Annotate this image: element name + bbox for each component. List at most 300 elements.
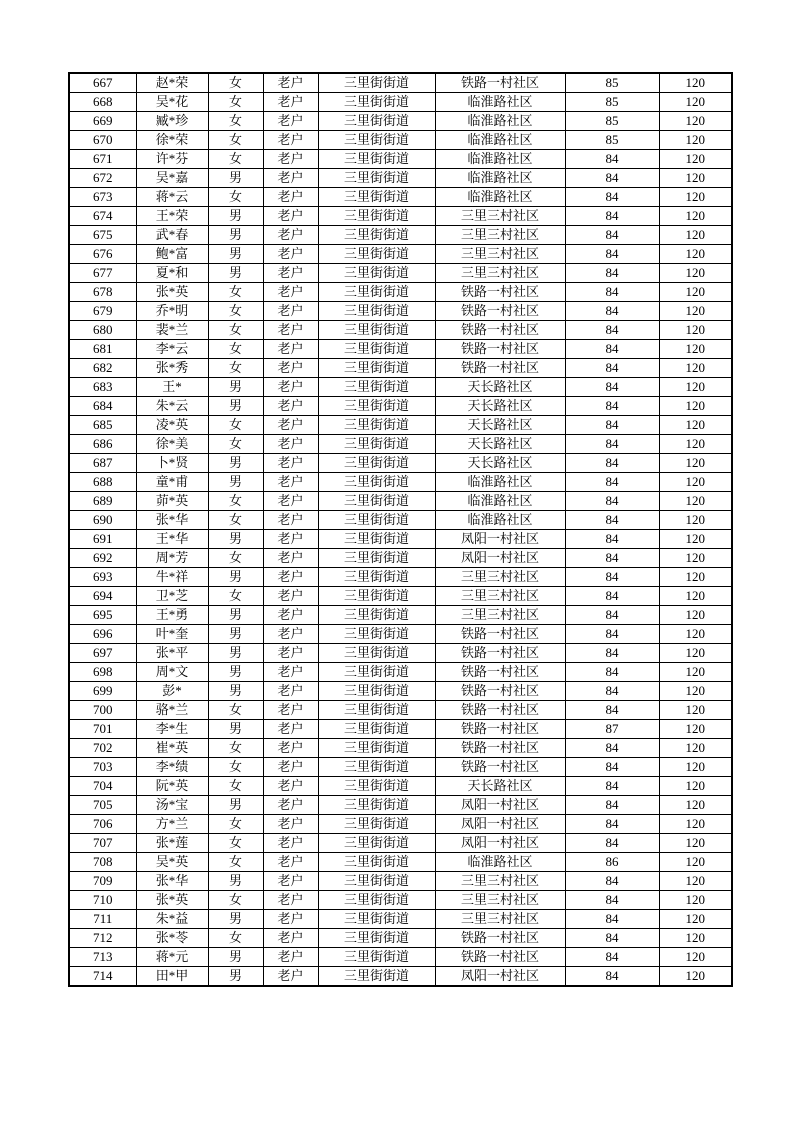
cell-amount: 120 [659, 321, 732, 340]
cell-street: 三里街街道 [318, 359, 435, 378]
table-row [69, 131, 732, 150]
cell-household: 老户 [263, 682, 318, 701]
cell-gender: 女 [208, 701, 263, 720]
cell-household: 老户 [263, 511, 318, 530]
table-row [69, 226, 732, 245]
cell-community: 铁路一村社区 [435, 644, 565, 663]
table-row [69, 169, 732, 188]
cell-amount: 120 [659, 815, 732, 834]
cell-household: 老户 [263, 359, 318, 378]
cell-street: 三里街街道 [318, 663, 435, 682]
cell-amount: 120 [659, 416, 732, 435]
cell-gender: 男 [208, 682, 263, 701]
cell-household: 老户 [263, 606, 318, 625]
cell-seq: 675 [69, 226, 136, 245]
cell-gender: 男 [208, 796, 263, 815]
cell-household: 老户 [263, 587, 318, 606]
cell-community: 天长路社区 [435, 435, 565, 454]
cell-community: 铁路一村社区 [435, 340, 565, 359]
cell-name: 李*云 [136, 340, 208, 359]
cell-gender: 女 [208, 929, 263, 948]
table-row [69, 587, 732, 606]
cell-age: 84 [565, 644, 659, 663]
cell-amount: 120 [659, 549, 732, 568]
table-row [69, 625, 732, 644]
cell-household: 老户 [263, 283, 318, 302]
cell-household: 老户 [263, 131, 318, 150]
cell-community: 铁路一村社区 [435, 73, 565, 93]
cell-seq: 684 [69, 397, 136, 416]
cell-household: 老户 [263, 454, 318, 473]
cell-name: 鲍*富 [136, 245, 208, 264]
cell-age: 84 [565, 226, 659, 245]
cell-name: 许*芬 [136, 150, 208, 169]
cell-street: 三里街街道 [318, 226, 435, 245]
cell-seq: 671 [69, 150, 136, 169]
cell-seq: 697 [69, 644, 136, 663]
table-row [69, 359, 732, 378]
cell-gender: 女 [208, 739, 263, 758]
table-row [69, 454, 732, 473]
cell-age: 84 [565, 435, 659, 454]
cell-household: 老户 [263, 530, 318, 549]
cell-seq: 668 [69, 93, 136, 112]
cell-seq: 712 [69, 929, 136, 948]
cell-household: 老户 [263, 378, 318, 397]
cell-amount: 120 [659, 207, 732, 226]
cell-gender: 女 [208, 321, 263, 340]
cell-amount: 120 [659, 530, 732, 549]
cell-seq: 683 [69, 378, 136, 397]
cell-gender: 女 [208, 416, 263, 435]
cell-age: 86 [565, 853, 659, 872]
cell-name: 张*秀 [136, 359, 208, 378]
cell-household: 老户 [263, 948, 318, 967]
cell-gender: 女 [208, 815, 263, 834]
table-row [69, 872, 732, 891]
cell-community: 铁路一村社区 [435, 321, 565, 340]
cell-name: 武*春 [136, 226, 208, 245]
cell-street: 三里街街道 [318, 283, 435, 302]
cell-amount: 120 [659, 378, 732, 397]
cell-gender: 男 [208, 606, 263, 625]
cell-seq: 681 [69, 340, 136, 359]
table-row [69, 701, 732, 720]
cell-street: 三里街街道 [318, 416, 435, 435]
cell-name: 王*勇 [136, 606, 208, 625]
cell-age: 85 [565, 93, 659, 112]
table-row [69, 93, 732, 112]
cell-household: 老户 [263, 169, 318, 188]
cell-seq: 692 [69, 549, 136, 568]
cell-household: 老户 [263, 188, 318, 207]
table-row [69, 511, 732, 530]
cell-community: 铁路一村社区 [435, 283, 565, 302]
cell-amount: 120 [659, 891, 732, 910]
cell-amount: 120 [659, 948, 732, 967]
cell-name: 张*华 [136, 511, 208, 530]
cell-street: 三里街街道 [318, 321, 435, 340]
cell-gender: 男 [208, 948, 263, 967]
cell-amount: 120 [659, 359, 732, 378]
cell-community: 铁路一村社区 [435, 625, 565, 644]
cell-name: 方*兰 [136, 815, 208, 834]
cell-seq: 673 [69, 188, 136, 207]
cell-community: 铁路一村社区 [435, 929, 565, 948]
cell-name: 蒋*云 [136, 188, 208, 207]
cell-seq: 687 [69, 454, 136, 473]
cell-community: 临淮路社区 [435, 169, 565, 188]
cell-household: 老户 [263, 872, 318, 891]
cell-household: 老户 [263, 663, 318, 682]
cell-community: 临淮路社区 [435, 188, 565, 207]
cell-gender: 女 [208, 73, 263, 93]
cell-gender: 女 [208, 93, 263, 112]
cell-street: 三里街街道 [318, 720, 435, 739]
cell-age: 84 [565, 530, 659, 549]
cell-name: 徐*美 [136, 435, 208, 454]
cell-community: 凤阳一村社区 [435, 530, 565, 549]
cell-name: 张*华 [136, 872, 208, 891]
cell-household: 老户 [263, 720, 318, 739]
cell-community: 铁路一村社区 [435, 720, 565, 739]
cell-street: 三里街街道 [318, 625, 435, 644]
cell-age: 84 [565, 188, 659, 207]
cell-seq: 685 [69, 416, 136, 435]
cell-community: 天长路社区 [435, 777, 565, 796]
cell-community: 三里三村社区 [435, 587, 565, 606]
cell-community: 铁路一村社区 [435, 682, 565, 701]
cell-name: 张*苓 [136, 929, 208, 948]
cell-street: 三里街街道 [318, 815, 435, 834]
table-row [69, 606, 732, 625]
cell-age: 84 [565, 834, 659, 853]
cell-name: 朱*益 [136, 910, 208, 929]
cell-age: 84 [565, 416, 659, 435]
cell-seq: 676 [69, 245, 136, 264]
cell-community: 铁路一村社区 [435, 359, 565, 378]
cell-gender: 女 [208, 777, 263, 796]
cell-amount: 120 [659, 606, 732, 625]
cell-gender: 女 [208, 492, 263, 511]
cell-gender: 女 [208, 188, 263, 207]
cell-age: 84 [565, 625, 659, 644]
cell-amount: 120 [659, 682, 732, 701]
cell-gender: 男 [208, 454, 263, 473]
cell-age: 84 [565, 454, 659, 473]
cell-seq: 704 [69, 777, 136, 796]
table-row [69, 492, 732, 511]
cell-amount: 120 [659, 663, 732, 682]
table-row [69, 73, 732, 93]
cell-amount: 120 [659, 492, 732, 511]
cell-street: 三里街街道 [318, 340, 435, 359]
cell-seq: 688 [69, 473, 136, 492]
cell-household: 老户 [263, 568, 318, 587]
cell-street: 三里街街道 [318, 454, 435, 473]
cell-household: 老户 [263, 796, 318, 815]
cell-gender: 女 [208, 853, 263, 872]
cell-amount: 120 [659, 720, 732, 739]
cell-name: 赵*荣 [136, 73, 208, 93]
cell-seq: 707 [69, 834, 136, 853]
cell-community: 三里三村社区 [435, 606, 565, 625]
cell-seq: 680 [69, 321, 136, 340]
cell-amount: 120 [659, 131, 732, 150]
cell-gender: 男 [208, 568, 263, 587]
table-row [69, 967, 732, 987]
cell-street: 三里街街道 [318, 834, 435, 853]
table-row [69, 473, 732, 492]
cell-street: 三里街街道 [318, 378, 435, 397]
cell-community: 三里三村社区 [435, 226, 565, 245]
cell-community: 三里三村社区 [435, 891, 565, 910]
cell-amount: 120 [659, 777, 732, 796]
cell-seq: 669 [69, 112, 136, 131]
cell-amount: 120 [659, 853, 732, 872]
cell-street: 三里街街道 [318, 796, 435, 815]
cell-gender: 男 [208, 910, 263, 929]
cell-street: 三里街街道 [318, 73, 435, 93]
cell-name: 卫*芝 [136, 587, 208, 606]
cell-age: 84 [565, 568, 659, 587]
table-row [69, 758, 732, 777]
cell-street: 三里街街道 [318, 435, 435, 454]
cell-age: 84 [565, 511, 659, 530]
cell-seq: 713 [69, 948, 136, 967]
cell-seq: 690 [69, 511, 136, 530]
cell-age: 84 [565, 682, 659, 701]
cell-age: 84 [565, 245, 659, 264]
cell-seq: 709 [69, 872, 136, 891]
cell-name: 周*文 [136, 663, 208, 682]
cell-household: 老户 [263, 967, 318, 987]
table-row [69, 245, 732, 264]
table-row [69, 644, 732, 663]
cell-community: 凤阳一村社区 [435, 815, 565, 834]
cell-name: 茆*英 [136, 492, 208, 511]
cell-gender: 女 [208, 359, 263, 378]
table-row [69, 378, 732, 397]
cell-amount: 120 [659, 511, 732, 530]
cell-street: 三里街街道 [318, 530, 435, 549]
cell-name: 张*英 [136, 891, 208, 910]
cell-age: 84 [565, 302, 659, 321]
cell-seq: 702 [69, 739, 136, 758]
table-row [69, 283, 732, 302]
cell-household: 老户 [263, 701, 318, 720]
cell-household: 老户 [263, 207, 318, 226]
cell-name: 吴*英 [136, 853, 208, 872]
cell-name: 李*绩 [136, 758, 208, 777]
cell-community: 天长路社区 [435, 454, 565, 473]
cell-street: 三里街街道 [318, 169, 435, 188]
cell-gender: 男 [208, 169, 263, 188]
cell-name: 张*英 [136, 283, 208, 302]
cell-gender: 男 [208, 207, 263, 226]
cell-household: 老户 [263, 397, 318, 416]
cell-name: 骆*兰 [136, 701, 208, 720]
table-row [69, 663, 732, 682]
cell-age: 84 [565, 948, 659, 967]
cell-gender: 女 [208, 112, 263, 131]
cell-community: 凤阳一村社区 [435, 549, 565, 568]
cell-age: 84 [565, 169, 659, 188]
cell-seq: 708 [69, 853, 136, 872]
cell-street: 三里街街道 [318, 511, 435, 530]
cell-household: 老户 [263, 549, 318, 568]
cell-community: 临淮路社区 [435, 131, 565, 150]
cell-community: 凤阳一村社区 [435, 967, 565, 987]
cell-gender: 男 [208, 644, 263, 663]
cell-street: 三里街街道 [318, 264, 435, 283]
table-row [69, 188, 732, 207]
cell-age: 84 [565, 739, 659, 758]
cell-street: 三里街街道 [318, 891, 435, 910]
cell-name: 叶*奎 [136, 625, 208, 644]
cell-amount: 120 [659, 739, 732, 758]
cell-gender: 女 [208, 302, 263, 321]
cell-seq: 714 [69, 967, 136, 987]
cell-name: 童*甫 [136, 473, 208, 492]
cell-amount: 120 [659, 967, 732, 987]
cell-seq: 698 [69, 663, 136, 682]
cell-community: 三里三村社区 [435, 245, 565, 264]
table-row [69, 910, 732, 929]
table-row [69, 948, 732, 967]
cell-street: 三里街街道 [318, 701, 435, 720]
cell-street: 三里街街道 [318, 112, 435, 131]
cell-gender: 男 [208, 720, 263, 739]
cell-gender: 男 [208, 663, 263, 682]
cell-seq: 677 [69, 264, 136, 283]
cell-age: 84 [565, 606, 659, 625]
table-row [69, 815, 732, 834]
cell-seq: 710 [69, 891, 136, 910]
cell-seq: 711 [69, 910, 136, 929]
cell-gender: 女 [208, 131, 263, 150]
table-row [69, 682, 732, 701]
table-row [69, 891, 732, 910]
cell-community: 三里三村社区 [435, 910, 565, 929]
cell-amount: 120 [659, 150, 732, 169]
cell-age: 84 [565, 492, 659, 511]
cell-age: 84 [565, 150, 659, 169]
cell-amount: 120 [659, 568, 732, 587]
cell-gender: 女 [208, 758, 263, 777]
table-row [69, 340, 732, 359]
cell-street: 三里街街道 [318, 682, 435, 701]
cell-seq: 700 [69, 701, 136, 720]
cell-community: 凤阳一村社区 [435, 834, 565, 853]
cell-community: 临淮路社区 [435, 853, 565, 872]
cell-street: 三里街街道 [318, 473, 435, 492]
cell-age: 85 [565, 131, 659, 150]
cell-age: 84 [565, 929, 659, 948]
cell-household: 老户 [263, 226, 318, 245]
cell-amount: 120 [659, 910, 732, 929]
cell-seq: 699 [69, 682, 136, 701]
cell-seq: 705 [69, 796, 136, 815]
cell-seq: 670 [69, 131, 136, 150]
cell-amount: 120 [659, 473, 732, 492]
cell-community: 天长路社区 [435, 397, 565, 416]
cell-community: 铁路一村社区 [435, 758, 565, 777]
cell-street: 三里街街道 [318, 758, 435, 777]
cell-seq: 679 [69, 302, 136, 321]
cell-seq: 682 [69, 359, 136, 378]
cell-age: 87 [565, 720, 659, 739]
cell-age: 84 [565, 359, 659, 378]
cell-seq: 695 [69, 606, 136, 625]
cell-street: 三里街街道 [318, 967, 435, 987]
cell-gender: 女 [208, 834, 263, 853]
cell-seq: 689 [69, 492, 136, 511]
cell-gender: 男 [208, 245, 263, 264]
cell-community: 天长路社区 [435, 416, 565, 435]
cell-household: 老户 [263, 264, 318, 283]
cell-age: 84 [565, 473, 659, 492]
cell-household: 老户 [263, 150, 318, 169]
cell-amount: 120 [659, 93, 732, 112]
cell-seq: 678 [69, 283, 136, 302]
cell-age: 84 [565, 796, 659, 815]
cell-household: 老户 [263, 777, 318, 796]
cell-household: 老户 [263, 834, 318, 853]
resident-subsidy-table [68, 72, 733, 987]
cell-street: 三里街街道 [318, 587, 435, 606]
cell-seq: 667 [69, 73, 136, 93]
cell-age: 84 [565, 321, 659, 340]
cell-gender: 男 [208, 397, 263, 416]
cell-community: 铁路一村社区 [435, 739, 565, 758]
cell-household: 老户 [263, 758, 318, 777]
cell-household: 老户 [263, 112, 318, 131]
cell-name: 李*生 [136, 720, 208, 739]
table-row [69, 796, 732, 815]
cell-amount: 120 [659, 872, 732, 891]
cell-name: 凌*英 [136, 416, 208, 435]
cell-gender: 女 [208, 283, 263, 302]
cell-street: 三里街街道 [318, 549, 435, 568]
table-row [69, 264, 732, 283]
cell-street: 三里街街道 [318, 150, 435, 169]
cell-street: 三里街街道 [318, 207, 435, 226]
cell-age: 84 [565, 967, 659, 987]
cell-community: 三里三村社区 [435, 264, 565, 283]
cell-name: 王*华 [136, 530, 208, 549]
cell-age: 84 [565, 283, 659, 302]
table-row [69, 207, 732, 226]
cell-household: 老户 [263, 435, 318, 454]
cell-age: 84 [565, 397, 659, 416]
table-row [69, 739, 732, 758]
cell-age: 84 [565, 587, 659, 606]
cell-household: 老户 [263, 739, 318, 758]
cell-seq: 696 [69, 625, 136, 644]
cell-name: 张*平 [136, 644, 208, 663]
cell-name: 周*芳 [136, 549, 208, 568]
table-row [69, 720, 732, 739]
cell-seq: 706 [69, 815, 136, 834]
cell-age: 84 [565, 378, 659, 397]
cell-street: 三里街街道 [318, 872, 435, 891]
cell-street: 三里街街道 [318, 492, 435, 511]
cell-amount: 120 [659, 283, 732, 302]
cell-amount: 120 [659, 226, 732, 245]
cell-seq: 703 [69, 758, 136, 777]
table-row [69, 435, 732, 454]
